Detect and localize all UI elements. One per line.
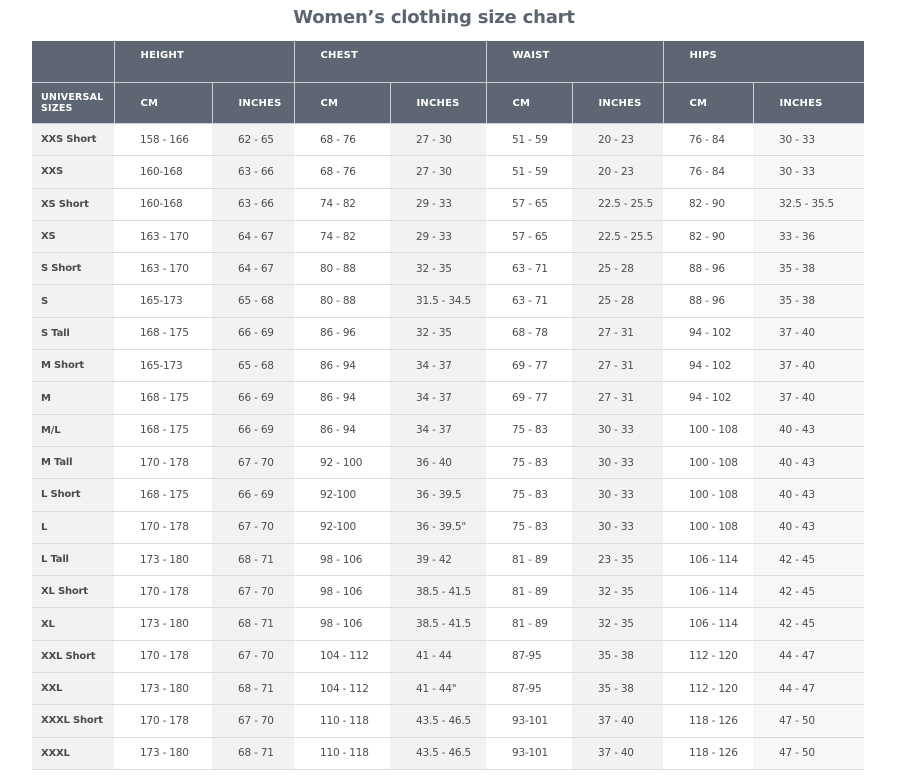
table-row: [32, 543, 864, 575]
page-title: Women’s clothing size chart: [293, 7, 575, 28]
table-row: [32, 253, 864, 285]
cell-size-name: XXS: [32, 156, 114, 188]
cell-hips-inches: 40 - 43: [753, 446, 864, 478]
cell-height-inches: 68 - 71: [212, 608, 294, 640]
cell-chest-cm: 110 - 118: [294, 705, 390, 737]
table-row: [32, 317, 864, 349]
cell-waist-inches: 20 - 23: [572, 124, 663, 156]
cell-chest-inches: 27 - 30: [390, 124, 486, 156]
cell-size-name: S Short: [32, 253, 114, 285]
cell-hips-inches: 30 - 33: [753, 156, 864, 188]
unit-header-waist-cm: CM: [486, 83, 572, 124]
cell-waist-inches: 23 - 35: [572, 543, 663, 575]
cell-waist-inches: 35 - 38: [572, 673, 663, 705]
cell-hips-cm: 112 - 120: [663, 640, 753, 672]
cell-height-cm: 160-168: [114, 188, 212, 220]
cell-height-cm: 173 - 180: [114, 673, 212, 705]
cell-height-cm: 170 - 178: [114, 640, 212, 672]
cell-waist-cm: 87-95: [486, 640, 572, 672]
cell-height-cm: 160-168: [114, 156, 212, 188]
unit-header-height-inches: INCHES: [212, 83, 294, 124]
cell-chest-inches: 34 - 37: [390, 350, 486, 382]
cell-chest-inches: 34 - 37: [390, 414, 486, 446]
cell-hips-inches: 33 - 36: [753, 220, 864, 252]
cell-waist-cm: 93-101: [486, 737, 572, 769]
cell-waist-cm: 75 - 83: [486, 479, 572, 511]
cell-waist-cm: 75 - 83: [486, 446, 572, 478]
table-row: [32, 673, 864, 705]
cell-hips-cm: 76 - 84: [663, 156, 753, 188]
cell-waist-inches: 25 - 28: [572, 285, 663, 317]
cell-size-name: L Tall: [32, 543, 114, 575]
cell-chest-cm: 92 - 100: [294, 446, 390, 478]
cell-hips-inches: 42 - 45: [753, 608, 864, 640]
cell-height-inches: 64 - 67: [212, 220, 294, 252]
cell-waist-cm: 69 - 77: [486, 350, 572, 382]
cell-hips-inches: 40 - 43: [753, 511, 864, 543]
table-row: [32, 511, 864, 543]
cell-chest-inches: 36 - 39.5": [390, 511, 486, 543]
cell-height-cm: 173 - 180: [114, 608, 212, 640]
cell-size-name: XL: [32, 608, 114, 640]
cell-size-name: XXS Short: [32, 124, 114, 156]
cell-chest-inches: 34 - 37: [390, 382, 486, 414]
cell-height-inches: 63 - 66: [212, 188, 294, 220]
size-chart-table: [32, 41, 864, 770]
cell-chest-inches: 32 - 35: [390, 253, 486, 285]
group-header-row: [32, 41, 864, 83]
cell-height-inches: 68 - 71: [212, 673, 294, 705]
cell-chest-cm: 92-100: [294, 511, 390, 543]
cell-waist-cm: 75 - 83: [486, 511, 572, 543]
cell-hips-inches: 37 - 40: [753, 317, 864, 349]
cell-chest-cm: 104 - 112: [294, 640, 390, 672]
cell-height-inches: 65 - 68: [212, 285, 294, 317]
cell-height-inches: 68 - 71: [212, 737, 294, 769]
cell-chest-cm: 68 - 76: [294, 124, 390, 156]
cell-chest-cm: 92-100: [294, 479, 390, 511]
cell-chest-cm: 86 - 94: [294, 350, 390, 382]
cell-hips-inches: 35 - 38: [753, 285, 864, 317]
cell-height-cm: 168 - 175: [114, 382, 212, 414]
table-row: [32, 446, 864, 478]
table-row: [32, 220, 864, 252]
cell-size-name: XL Short: [32, 576, 114, 608]
cell-waist-cm: 81 - 89: [486, 576, 572, 608]
cell-waist-cm: 69 - 77: [486, 382, 572, 414]
cell-hips-inches: 37 - 40: [753, 382, 864, 414]
cell-hips-inches: 40 - 43: [753, 479, 864, 511]
cell-chest-inches: 41 - 44": [390, 673, 486, 705]
table-body: [32, 124, 864, 770]
cell-waist-inches: 30 - 33: [572, 479, 663, 511]
cell-waist-inches: 20 - 23: [572, 156, 663, 188]
cell-chest-cm: 86 - 94: [294, 382, 390, 414]
cell-hips-cm: 112 - 120: [663, 673, 753, 705]
cell-height-inches: 66 - 69: [212, 479, 294, 511]
cell-hips-cm: 76 - 84: [663, 124, 753, 156]
table-row: [32, 640, 864, 672]
cell-waist-cm: 57 - 65: [486, 188, 572, 220]
cell-hips-inches: 44 - 47: [753, 673, 864, 705]
cell-chest-inches: 29 - 33: [390, 188, 486, 220]
group-header-height: HEIGHT: [114, 41, 294, 83]
table-row: [32, 737, 864, 769]
cell-height-inches: 67 - 70: [212, 640, 294, 672]
cell-waist-inches: 27 - 31: [572, 382, 663, 414]
cell-waist-inches: 32 - 35: [572, 576, 663, 608]
cell-height-cm: 163 - 170: [114, 220, 212, 252]
table-row: [32, 156, 864, 188]
cell-hips-cm: 82 - 90: [663, 188, 753, 220]
table-row: [32, 124, 864, 156]
cell-waist-cm: 63 - 71: [486, 285, 572, 317]
cell-waist-inches: 25 - 28: [572, 253, 663, 285]
cell-size-name: L Short: [32, 479, 114, 511]
cell-chest-inches: 36 - 40: [390, 446, 486, 478]
table-row: [32, 285, 864, 317]
cell-chest-inches: 38.5 - 41.5: [390, 608, 486, 640]
cell-waist-inches: 30 - 33: [572, 446, 663, 478]
cell-chest-inches: 43.5 - 46.5: [390, 705, 486, 737]
table-row: [32, 608, 864, 640]
cell-height-inches: 68 - 71: [212, 543, 294, 575]
unit-header-chest-inches: INCHES: [390, 83, 486, 124]
cell-hips-inches: 32.5 - 35.5: [753, 188, 864, 220]
cell-hips-inches: 47 - 50: [753, 705, 864, 737]
cell-chest-inches: 41 - 44: [390, 640, 486, 672]
cell-height-cm: 168 - 175: [114, 317, 212, 349]
cell-waist-cm: 63 - 71: [486, 253, 572, 285]
cell-waist-cm: 51 - 59: [486, 156, 572, 188]
cell-chest-inches: 32 - 35: [390, 317, 486, 349]
cell-size-name: XS Short: [32, 188, 114, 220]
table-row: [32, 350, 864, 382]
cell-hips-cm: 106 - 114: [663, 543, 753, 575]
table-row: [32, 705, 864, 737]
cell-waist-inches: 37 - 40: [572, 705, 663, 737]
cell-chest-inches: 27 - 30: [390, 156, 486, 188]
unit-header-row: [32, 83, 864, 124]
cell-waist-inches: 30 - 33: [572, 511, 663, 543]
cell-hips-inches: 35 - 38: [753, 253, 864, 285]
cell-chest-cm: 98 - 106: [294, 576, 390, 608]
cell-chest-inches: 29 - 33: [390, 220, 486, 252]
cell-height-inches: 62 - 65: [212, 124, 294, 156]
cell-hips-inches: 42 - 45: [753, 576, 864, 608]
cell-height-cm: 158 - 166: [114, 124, 212, 156]
cell-height-inches: 65 - 68: [212, 350, 294, 382]
cell-size-name: XXXL: [32, 737, 114, 769]
cell-chest-inches: 31.5 - 34.5: [390, 285, 486, 317]
cell-height-cm: 163 - 170: [114, 253, 212, 285]
unit-header-chest-cm: CM: [294, 83, 390, 124]
cell-hips-inches: 44 - 47: [753, 640, 864, 672]
cell-size-name: XXL Short: [32, 640, 114, 672]
cell-hips-cm: 100 - 108: [663, 511, 753, 543]
cell-height-cm: 173 - 180: [114, 737, 212, 769]
cell-waist-cm: 57 - 65: [486, 220, 572, 252]
cell-waist-cm: 51 - 59: [486, 124, 572, 156]
cell-waist-cm: 93-101: [486, 705, 572, 737]
cell-waist-cm: 87-95: [486, 673, 572, 705]
unit-header-hips-inches: INCHES: [753, 83, 864, 124]
cell-hips-cm: 94 - 102: [663, 382, 753, 414]
cell-size-name: L: [32, 511, 114, 543]
cell-hips-inches: 30 - 33: [753, 124, 864, 156]
cell-height-cm: 170 - 178: [114, 705, 212, 737]
cell-height-inches: 67 - 70: [212, 446, 294, 478]
cell-hips-cm: 100 - 108: [663, 479, 753, 511]
cell-hips-inches: 42 - 45: [753, 543, 864, 575]
cell-height-inches: 66 - 69: [212, 382, 294, 414]
cell-chest-cm: 86 - 94: [294, 414, 390, 446]
cell-waist-inches: 37 - 40: [572, 737, 663, 769]
cell-waist-inches: 30 - 33: [572, 414, 663, 446]
cell-chest-cm: 104 - 112: [294, 673, 390, 705]
cell-hips-inches: 37 - 40: [753, 350, 864, 382]
cell-chest-inches: 38.5 - 41.5: [390, 576, 486, 608]
cell-hips-cm: 94 - 102: [663, 317, 753, 349]
cell-chest-inches: 43.5 - 46.5: [390, 737, 486, 769]
cell-height-inches: 67 - 70: [212, 705, 294, 737]
header-corner: [32, 41, 114, 83]
universal-sizes-header: UNIVERSAL SIZES: [32, 83, 114, 124]
cell-waist-inches: 22.5 - 25.5: [572, 220, 663, 252]
cell-chest-cm: 80 - 88: [294, 253, 390, 285]
cell-height-cm: 170 - 178: [114, 511, 212, 543]
cell-chest-cm: 98 - 106: [294, 608, 390, 640]
cell-hips-cm: 106 - 114: [663, 608, 753, 640]
group-header-chest: CHEST: [294, 41, 486, 83]
cell-size-name: S Tall: [32, 317, 114, 349]
cell-waist-inches: 27 - 31: [572, 317, 663, 349]
cell-hips-cm: 88 - 96: [663, 285, 753, 317]
cell-height-cm: 170 - 178: [114, 446, 212, 478]
cell-hips-inches: 40 - 43: [753, 414, 864, 446]
group-header-hips: HIPS: [663, 41, 864, 83]
cell-waist-inches: 27 - 31: [572, 350, 663, 382]
cell-hips-cm: 94 - 102: [663, 350, 753, 382]
unit-header-hips-cm: CM: [663, 83, 753, 124]
cell-height-inches: 63 - 66: [212, 156, 294, 188]
cell-size-name: M Tall: [32, 446, 114, 478]
table-row: [32, 188, 864, 220]
table-row: [32, 576, 864, 608]
cell-height-cm: 165-173: [114, 350, 212, 382]
cell-hips-cm: 106 - 114: [663, 576, 753, 608]
cell-waist-cm: 75 - 83: [486, 414, 572, 446]
cell-chest-cm: 86 - 96: [294, 317, 390, 349]
cell-hips-cm: 100 - 108: [663, 446, 753, 478]
cell-size-name: XS: [32, 220, 114, 252]
cell-height-inches: 66 - 69: [212, 414, 294, 446]
cell-height-cm: 170 - 178: [114, 576, 212, 608]
cell-waist-inches: 22.5 - 25.5: [572, 188, 663, 220]
cell-chest-cm: 74 - 82: [294, 188, 390, 220]
cell-chest-inches: 36 - 39.5: [390, 479, 486, 511]
cell-size-name: M: [32, 382, 114, 414]
cell-hips-cm: 88 - 96: [663, 253, 753, 285]
cell-size-name: M Short: [32, 350, 114, 382]
cell-hips-cm: 100 - 108: [663, 414, 753, 446]
cell-chest-cm: 80 - 88: [294, 285, 390, 317]
cell-height-cm: 165-173: [114, 285, 212, 317]
cell-hips-cm: 118 - 126: [663, 737, 753, 769]
unit-header-waist-inches: INCHES: [572, 83, 663, 124]
cell-hips-inches: 47 - 50: [753, 737, 864, 769]
unit-header-height-cm: CM: [114, 83, 212, 124]
cell-height-cm: 168 - 175: [114, 479, 212, 511]
cell-height-inches: 66 - 69: [212, 317, 294, 349]
cell-waist-inches: 32 - 35: [572, 608, 663, 640]
cell-hips-cm: 118 - 126: [663, 705, 753, 737]
cell-height-cm: 168 - 175: [114, 414, 212, 446]
cell-chest-cm: 68 - 76: [294, 156, 390, 188]
cell-height-cm: 173 - 180: [114, 543, 212, 575]
cell-size-name: S: [32, 285, 114, 317]
cell-height-inches: 67 - 70: [212, 576, 294, 608]
cell-hips-cm: 82 - 90: [663, 220, 753, 252]
cell-waist-cm: 81 - 89: [486, 543, 572, 575]
cell-size-name: XXXL Short: [32, 705, 114, 737]
table-header: [32, 41, 864, 124]
cell-height-inches: 64 - 67: [212, 253, 294, 285]
table-row: [32, 414, 864, 446]
cell-height-inches: 67 - 70: [212, 511, 294, 543]
table-row: [32, 479, 864, 511]
cell-waist-inches: 35 - 38: [572, 640, 663, 672]
cell-waist-cm: 81 - 89: [486, 608, 572, 640]
cell-chest-inches: 39 - 42: [390, 543, 486, 575]
cell-size-name: M/L: [32, 414, 114, 446]
cell-size-name: XXL: [32, 673, 114, 705]
table-row: [32, 382, 864, 414]
cell-waist-cm: 68 - 78: [486, 317, 572, 349]
cell-chest-cm: 98 - 106: [294, 543, 390, 575]
cell-chest-cm: 110 - 118: [294, 737, 390, 769]
cell-chest-cm: 74 - 82: [294, 220, 390, 252]
group-header-waist: WAIST: [486, 41, 663, 83]
